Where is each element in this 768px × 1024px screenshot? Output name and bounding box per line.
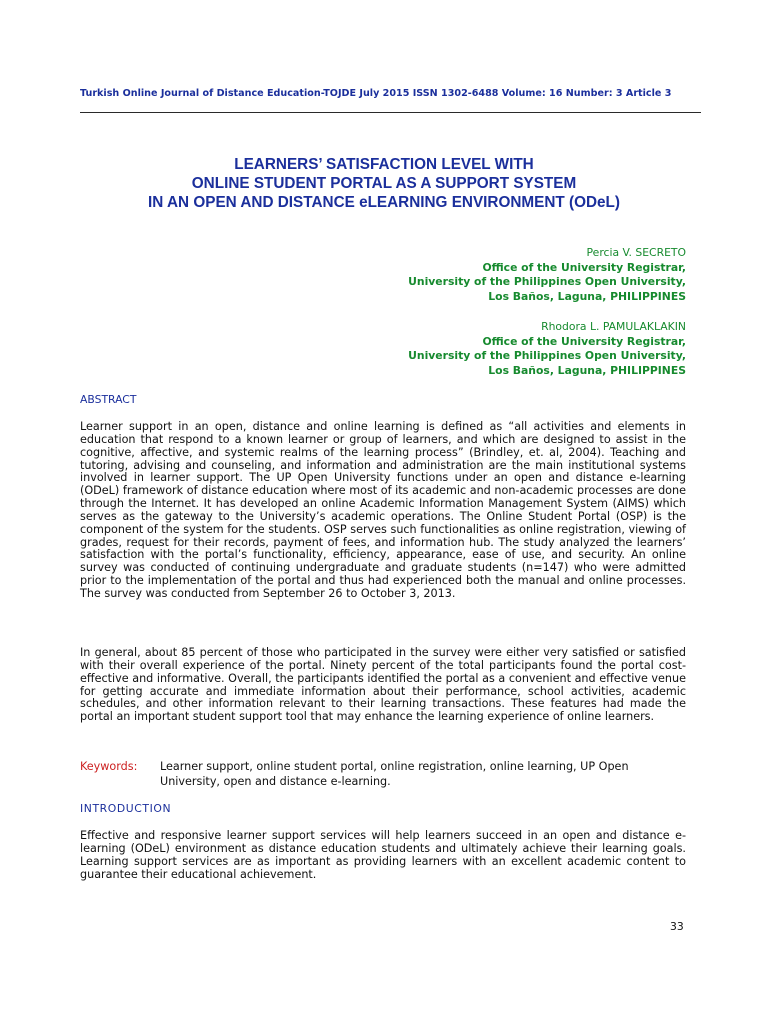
author-university: University of the Philippines Open University, [408,275,686,288]
author-office: Office of the University Registrar, [482,260,686,274]
keywords-text: Learner support, online student portal, online registration, online learning, UP Open University, open and distance e-learning. [160,760,629,788]
title-line-2: ONLINE STUDENT PORTAL AS A SUPPORT SYSTEM [191,175,577,192]
keywords-label: Keywords: [80,760,138,773]
header-divider [80,112,701,113]
author-block-1 [408,246,686,304]
introduction-heading: INTRODUCTION [80,802,172,815]
author-name: Percia V. SECRETO [586,246,686,259]
author-block-2 [408,320,686,378]
author-university: University of the Philippines Open University, [408,349,686,362]
title-line-3: IN AN OPEN AND DISTANCE eLEARNING ENVIRONMENT (ODeL) [148,194,620,211]
journal-header: Turkish Online Journal of Distance Education-TOJDE July 2015 ISSN 1302-6488 Volume: 16 Number: 3 Article 3 [80,88,672,99]
abstract-heading: ABSTRACT [80,393,137,406]
page-number: 33 [670,920,684,933]
introduction-paragraph-1: Effective and responsive learner support services will help learners succeed in an open and distance e-learning (ODeL) environment as distance education students and ultimately achieve their learning goals. Learning support services are as important as providing learners with an excellent academic content to guarantee their educational achievement. [80,829,686,881]
author-location: Los Baños, Laguna, PHILIPPINES [488,289,686,303]
author-location: Los Baños, Laguna, PHILIPPINES [488,363,686,377]
abstract-paragraph-1: Learner support in an open, distance and online learning is defined as “all activities and elements in education that respond to a known learner or group of learners, and which are designed to assist in the cognitive, affective, and systemic realms of the learning process” (Brindley, et. al, 2004). Teaching and tutoring, advising and counseling, and information and administration are the main institutional systems involved in learner support. The UP Open University functions under an open and distance e-learning (ODeL) framework of distance education where most of its academic and non-academic processes are done through the Internet. It has developed an online Academic Information Management System (AIMS) which serves as the gateway to the University’s academic operations. The Online Student Portal (OSP) is the component of the system for the students. OSP serves such functionalities as online registration, viewing of grades, request for their records, payment of fees, and information hub. The study analyzed the learners’ satisfaction with the portal’s functionality, efficiency, appearance, ease of use, and security. An online survey was conducted of continuing undergraduate and graduate students (n=147) who were admitted prior to the implementation of the portal and thus had experienced both the manual and online processes. The survey was conducted from September 26 to October 3, 2013. [80,420,686,600]
author-office: Office of the University Registrar, [482,334,686,348]
title-line-1: LEARNERS’ SATISFACTION LEVEL WITH [234,156,534,173]
article-title [80,155,688,212]
abstract-paragraph-2: In general, about 85 percent of those who participated in the survey were either very satisfied or satisfied with their overall experience of the portal. Ninety percent of the total participants found the portal cost-effective and informative. Overall, the participants identified the portal as a convenient and effective venue for getting accurate and immediate information about their performance, school activities, academic schedules, and other information relevant to their learning transactions. These features had made the portal an important student support tool that may enhance the learning experience of online learners. [80,646,686,724]
author-name: Rhodora L. PAMULAKLAKIN [541,320,686,333]
